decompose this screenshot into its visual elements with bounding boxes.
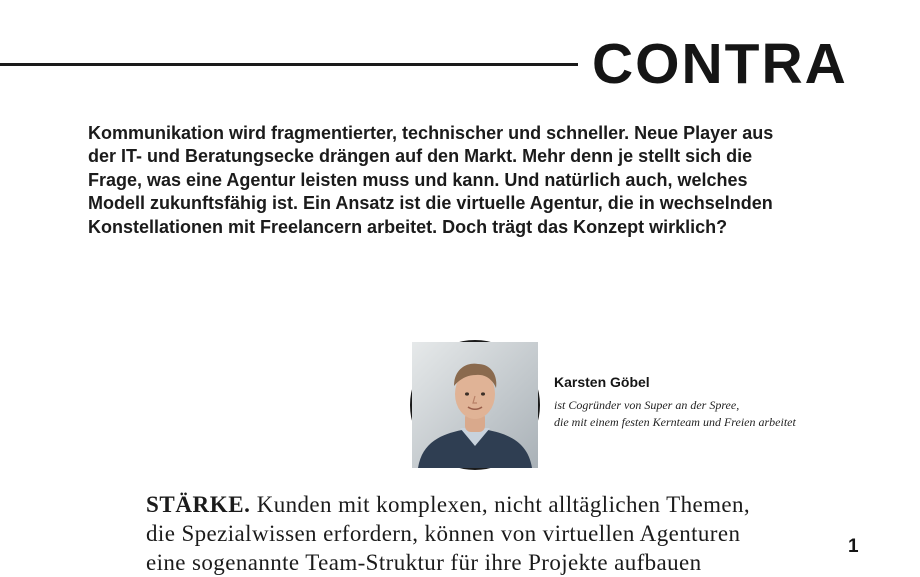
author-bio-line: ist Cogründer von Super an der Spree, bbox=[554, 398, 740, 412]
intro-line: Frage, was eine Agentur leisten muss und kann. Und natürlich auch, welches bbox=[88, 169, 748, 190]
page-headline: CONTRA bbox=[592, 32, 848, 96]
intro-line: Modell zukunftsfähig ist. Ein Ansatz ist die virtuelle Agentur, die in wechselnden bbox=[88, 193, 773, 214]
intro-line: Kommunikation wird fragmentierter, technischer und schneller. Neue Player aus bbox=[88, 123, 774, 143]
headline-rule bbox=[0, 63, 578, 66]
page-number: 1 bbox=[848, 536, 859, 557]
author-portrait-illustration bbox=[412, 342, 538, 468]
intro-line: der IT- und Beratungsecke drängen auf den Markt. Mehr denn je stellt sich die bbox=[88, 146, 753, 167]
author-name: Karsten Göbel bbox=[554, 374, 650, 390]
intro-line: Konstellationen mit Freelancern arbeitet. Doch trägt das Konzept wirklich? bbox=[88, 216, 728, 237]
author-bio-line: die mit einem festen Kernteam und Freien arbeitet bbox=[554, 415, 796, 429]
body-line: eine sogenannte Team-Struktur für ihre Projekte aufbauen bbox=[146, 550, 702, 575]
intro-paragraph bbox=[88, 122, 858, 239]
body-text bbox=[146, 490, 750, 577]
author-portrait bbox=[410, 340, 540, 470]
body-lead-word: STÄRKE. bbox=[146, 492, 251, 517]
body-line bbox=[146, 490, 750, 519]
body-line-rest: Kunden mit komplexen, nicht alltäglichen Themen, bbox=[250, 492, 751, 517]
author-bio bbox=[554, 397, 796, 431]
body-line: die Spezialwissen erfordern, können von virtuellen Agenturen bbox=[146, 521, 741, 546]
